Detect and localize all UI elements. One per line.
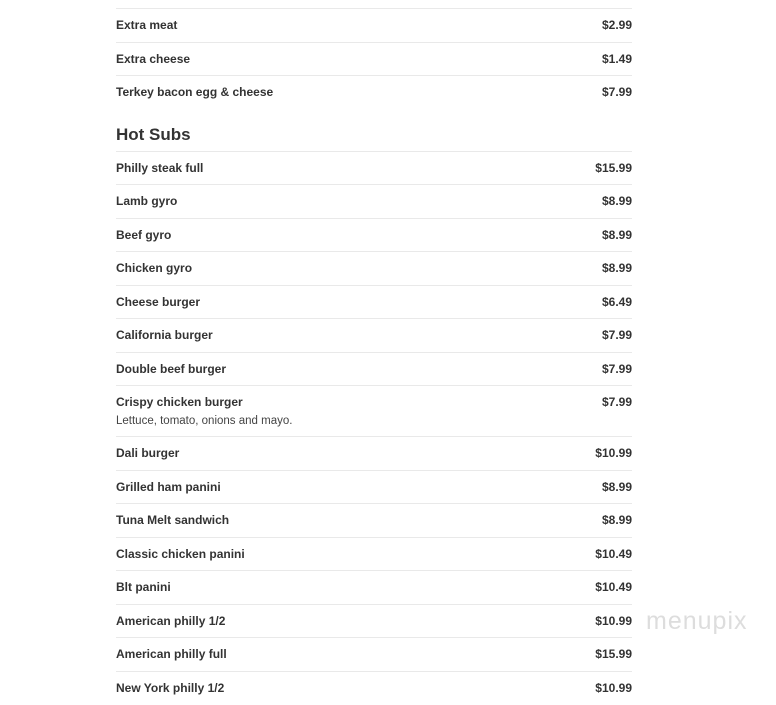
menu-item [116,285,632,319]
item-price: $2.99 [601,18,632,33]
menu-item [116,385,632,436]
menu-list [116,8,632,704]
item-price: $15.99 [595,160,632,175]
item-price: $8.99 [601,227,632,242]
menu-item [116,184,632,218]
menu-item [116,8,632,42]
item-price: $10.49 [595,546,632,561]
menu-item [116,42,632,76]
menu-item [116,352,632,386]
item-price: $6.49 [601,294,632,309]
item-name: Extra meat [116,18,178,33]
item-name: Blt panini [116,580,171,595]
item-price: $8.99 [601,513,632,528]
item-price: $10.99 [595,446,632,461]
item-name: American philly full [116,647,227,662]
item-name: Philly steak full [116,160,204,175]
item-name: New York philly 1/2 [116,680,225,695]
menu-item [116,637,632,671]
watermark-logo: menupix [646,607,748,635]
item-name: California burger [116,328,213,343]
item-name: Beef gyro [116,227,172,242]
menu-item [116,503,632,537]
menu-item [116,570,632,604]
item-name: Classic chicken panini [116,546,245,561]
menu-item [116,75,632,109]
item-name: American philly 1/2 [116,613,226,628]
item-price: $8.99 [601,194,632,209]
item-description: Lettuce, tomato, onions and mayo. [116,415,293,427]
menu-item [116,671,632,705]
item-price: $7.99 [601,328,632,343]
menu-item [116,218,632,252]
section-heading [116,109,632,151]
menu-item [116,151,632,185]
item-price: $10.99 [595,613,632,628]
item-name: Lamb gyro [116,194,178,209]
item-price: $15.99 [595,647,632,662]
item-price: $7.99 [601,85,632,100]
item-price: $8.99 [601,261,632,276]
menu-item [116,251,632,285]
item-price: $10.99 [595,680,632,695]
menu-item [116,537,632,571]
menu-item [116,470,632,504]
item-name: Grilled ham panini [116,479,221,494]
item-price: $10.49 [595,580,632,595]
item-name: Dali burger [116,446,180,461]
item-price: $7.99 [601,361,632,376]
item-price: $7.99 [601,395,632,409]
menu-item [116,318,632,352]
item-price: $1.49 [601,51,632,66]
item-price: $8.99 [601,479,632,494]
menu-item [116,604,632,638]
item-name: Tuna Melt sandwich [116,513,230,528]
item-name: Double beef burger [116,361,227,376]
section-title: Hot Subs [116,124,191,144]
item-name: Chicken gyro [116,261,193,276]
item-name: Crispy chicken burger [116,395,243,409]
item-name: Extra cheese [116,51,191,66]
item-name: Cheese burger [116,294,201,309]
menu-item [116,436,632,470]
item-name: Terkey bacon egg & cheese [116,85,274,100]
